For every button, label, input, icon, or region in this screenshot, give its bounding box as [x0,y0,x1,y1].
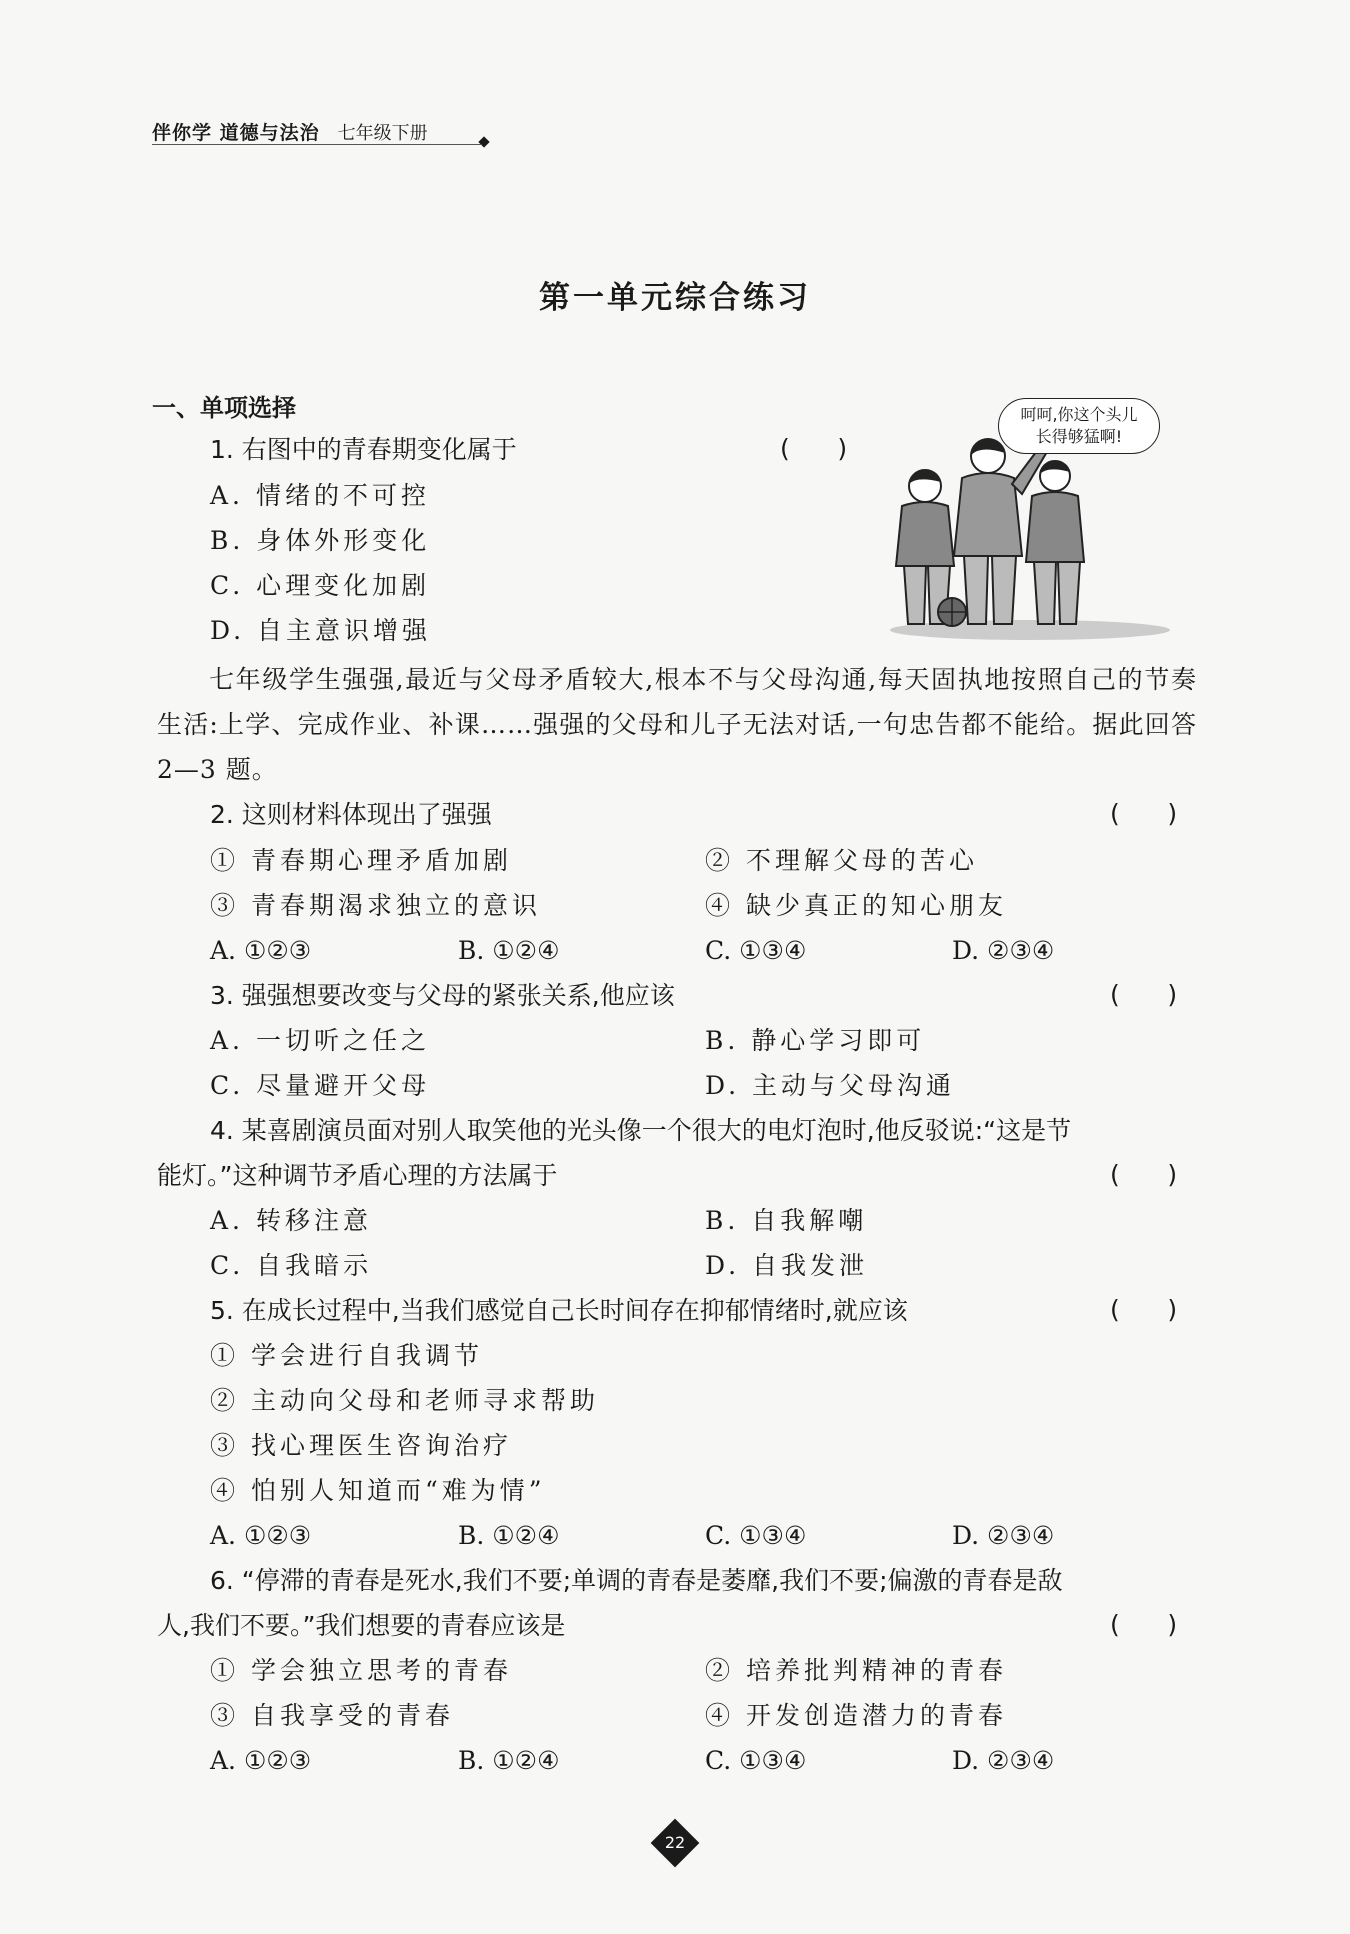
q1-option-c[interactable]: C. 心理变化加剧 [210,571,431,600]
q6-stem-line-1: 6. “停滞的青春是死水,我们不要;单调的青春是萎靡,我们不要;偏激的青春是敌 [210,1566,1063,1595]
page-number-badge [654,1822,696,1864]
q6-item-1: ① 学会独立思考的青春 [210,1656,512,1685]
q3-option-b[interactable]: B. 静心学习即可 [705,1026,926,1055]
bubble-line-1: 呵呵,你这个头儿 [1020,405,1138,424]
q3-option-d[interactable]: D. 主动与父母沟通 [705,1071,956,1100]
q4-option-d[interactable]: D. 自我发泄 [705,1251,869,1280]
q2-stem: 2. 这则材料体现出了强强 [210,800,492,829]
q1-option-d[interactable]: D. 自主意识增强 [210,616,432,645]
speech-bubble [998,398,1160,454]
section-heading: 一、单项选择 [152,394,296,422]
q6-option-d[interactable]: D. ②③④ [952,1746,1055,1775]
q5-item-3: ③ 找心理医生咨询治疗 [210,1431,512,1460]
header-divider [152,144,482,145]
q4-stem-line-2: 能灯。”这种调节矛盾心理的方法属于 [157,1161,558,1190]
q4-option-c[interactable]: C. 自我暗示 [210,1251,373,1280]
q2-option-c[interactable]: C. ①③④ [705,936,807,965]
diamond-icon [478,136,489,147]
page-title: 第一单元综合练习 [539,280,811,316]
q1-stem: 1. 右图中的青春期变化属于 [210,435,517,464]
q6-item-3: ③ 自我享受的青春 [210,1701,454,1730]
page-number: 22 [664,1833,686,1852]
q2-item-4: ④ 缺少真正的知心朋友 [705,891,1007,920]
q5-item-4: ④ 怕别人知道而“难为情” [210,1476,546,1505]
page-header [152,118,428,145]
q5-option-a[interactable]: A. ①②③ [210,1521,312,1550]
q1-option-a[interactable]: A. 情绪的不可控 [210,481,430,510]
q1-option-b[interactable]: B. 身体外形变化 [210,526,431,555]
q5-item-1: ① 学会进行自我调节 [210,1341,483,1370]
q2-item-1: ① 青春期心理矛盾加剧 [210,846,512,875]
q6-option-a[interactable]: A. ①②③ [210,1746,312,1775]
q5-stem: 5. 在成长过程中,当我们感觉自己长时间存在抑郁情绪时,就应该 [210,1296,908,1325]
q1-answer-blank[interactable]: ( ) [780,434,848,463]
q2-option-b[interactable]: B. ①②④ [458,936,560,965]
q5-item-2: ② 主动向父母和老师寻求帮助 [210,1386,599,1415]
book-brand: 伴你学 道德与法治 [152,122,320,144]
q5-option-c[interactable]: C. ①③④ [705,1521,807,1550]
q4-answer-blank[interactable]: ( ) [1110,1160,1178,1189]
reading-material: 七年级学生强强,最近与父母矛盾较大,根本不与父母沟通,每天固执地按照自己的节奏生活:上学、完成作业、补课……强强的父母和儿子无法对话,一句忠告都不能给。据此回答 2—3 题。 [157,665,1197,784]
q3-answer-blank[interactable]: ( ) [1110,980,1178,1009]
q2-option-a[interactable]: A. ①②③ [210,936,312,965]
book-grade: 七年级下册 [337,123,428,144]
q6-item-2: ② 培养批判精神的青春 [705,1656,1007,1685]
q2-option-d[interactable]: D. ②③④ [952,936,1055,965]
q6-item-4: ④ 开发创造潜力的青春 [705,1701,1007,1730]
q6-stem-line-2: 人,我们不要。”我们想要的青春应该是 [157,1611,566,1640]
students-illustration [880,398,1180,643]
q3-option-a[interactable]: A. 一切听之任之 [210,1026,430,1055]
q5-option-b[interactable]: B. ①②④ [458,1521,560,1550]
bubble-line-2: 长得够猛啊! [1035,427,1123,446]
q4-option-a[interactable]: A. 转移注意 [210,1206,372,1235]
q5-answer-blank[interactable]: ( ) [1110,1295,1178,1324]
q4-option-b[interactable]: B. 自我解嘲 [705,1206,868,1235]
q2-item-2: ② 不理解父母的苦心 [705,846,978,875]
q3-stem: 3. 强强想要改变与父母的紧张关系,他应该 [210,981,675,1010]
q2-item-3: ③ 青春期渴求独立的意识 [210,891,541,920]
q6-answer-blank[interactable]: ( ) [1110,1610,1178,1639]
q4-stem-line-1: 4. 某喜剧演员面对别人取笑他的光头像一个很大的电灯泡时,他反驳说:“这是节 [210,1116,1072,1145]
q6-option-b[interactable]: B. ①②④ [458,1746,560,1775]
q5-option-d[interactable]: D. ②③④ [952,1521,1055,1550]
q3-option-c[interactable]: C. 尽量避开父母 [210,1071,431,1100]
q6-option-c[interactable]: C. ①③④ [705,1746,807,1775]
q2-answer-blank[interactable]: ( ) [1110,799,1178,828]
